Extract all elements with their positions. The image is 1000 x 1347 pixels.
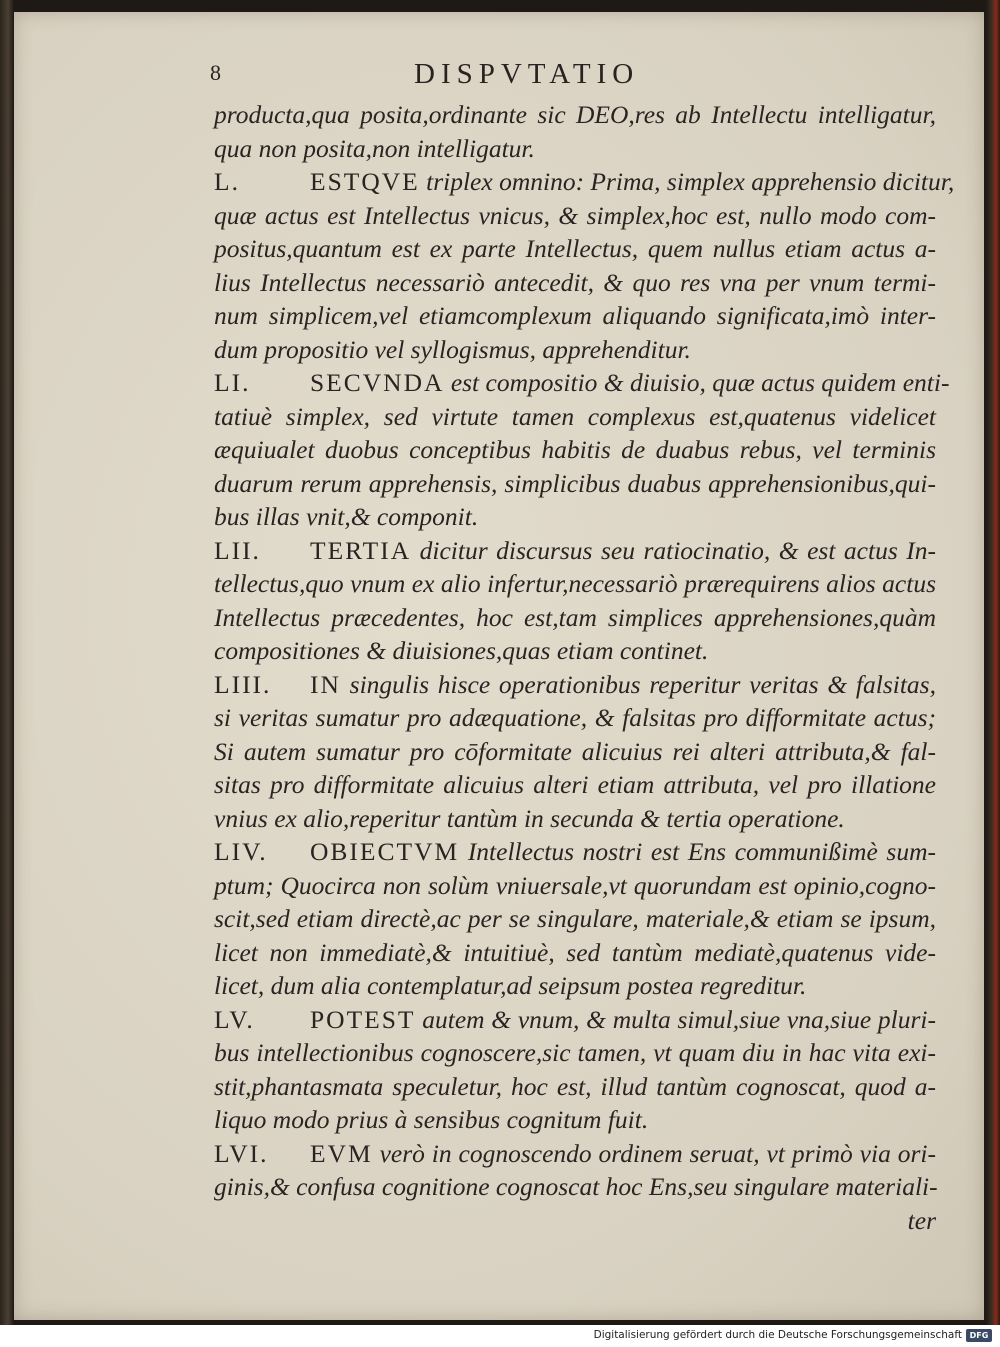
- line-text: stit,phantasmata speculetur, hoc est, illud tantùm cognoscat, quod a-: [214, 1071, 936, 1101]
- line-text: est compositio & diuisio, quæ actus quidem enti-: [444, 368, 950, 397]
- text-line: [214, 266, 936, 300]
- line-text: dicitur discursus seu ratiocinatio, & est actus In-: [411, 535, 936, 565]
- section-first-line: [214, 835, 936, 869]
- line-text: producta,qua posita,ordinante sic DEO,res ab Intellectu intelligatur,: [214, 100, 936, 129]
- line-text: lius Intellectus necessariò antecedit, & quo res vna per vnum termi-: [214, 267, 936, 297]
- line-text: singulis hisce operationibus reperitur veritas & falsitas,: [340, 669, 936, 699]
- section-first-line: [214, 165, 955, 199]
- text-line: [214, 936, 936, 970]
- text-line: [214, 132, 936, 166]
- line-text: Si autem sumatur pro cōformitate alicuius rei alteri attributa,& fal-: [214, 736, 936, 766]
- section-numeral: LI.: [214, 368, 251, 397]
- section-lead-word: TERTIA: [310, 535, 412, 565]
- line-text: duarum rerum apprehensis, simplicibus duabus apprehensionibus,qui-: [214, 468, 936, 498]
- text-line: [214, 701, 936, 735]
- line-text: dum propositio vel syllogismus, apprehenditur.: [214, 334, 691, 364]
- section-first-line: [214, 668, 936, 702]
- text-line: [214, 333, 936, 367]
- footer-bar: [0, 1325, 1000, 1347]
- line-text: positus,quantum est ex parte Intellectus, quem nullus etiam actus a-: [214, 234, 936, 263]
- line-text: verò in cognoscendo ordinem seruat, vt primò via ori-: [372, 1138, 936, 1168]
- section-numeral: LIV.: [214, 837, 268, 866]
- line-text: licet non immediatè,& intuitiuè, sed tantùm mediatè,quatenus vide-: [214, 937, 936, 967]
- text-line: [214, 1103, 936, 1137]
- text-line: [214, 634, 936, 668]
- text-line: [214, 400, 936, 434]
- text-line: [214, 299, 936, 333]
- text-line: [214, 500, 936, 534]
- line-text: ginis,& confusa cognitione cognoscat hoc Ens,seu singulare materiali-: [214, 1172, 938, 1201]
- text-line: [214, 567, 936, 601]
- running-title: DISPVTATIO: [414, 58, 640, 90]
- text-line: [214, 467, 936, 501]
- text-line: [214, 98, 936, 132]
- line-text: num simplicem,vel etiamcomplexum aliquando significata,imò inter-: [214, 301, 936, 330]
- line-text: compositiones & diuisiones,quas etiam continet.: [214, 636, 709, 665]
- section-first-line: [214, 366, 950, 400]
- line-text: Intellectus nostri est Ens communißimè sum-: [459, 837, 936, 866]
- catchword: [214, 1204, 936, 1238]
- line-text: sitas pro difformitate alicuius alteri etiam attributa, vel pro illatione: [214, 770, 936, 799]
- line-text: ter: [907, 1205, 936, 1235]
- page-number: 8: [210, 60, 221, 85]
- line-text: ptum; Quocirca non solùm vniuersale,vt quorundam est opinio,cogno-: [214, 870, 936, 900]
- line-text: autem & vnum, & multa simul,siue vna,siue pluri-: [415, 1004, 936, 1034]
- line-text: qua non posita,non intelligatur.: [214, 133, 535, 163]
- section-lead-word: IN: [310, 669, 341, 699]
- section-first-line: [214, 1003, 936, 1037]
- section-numeral: LV.: [214, 1004, 255, 1034]
- line-text: vnius ex alio,reperitur tantùm in secunda & tertia operatione.: [214, 803, 845, 833]
- text-line: [214, 969, 936, 1003]
- section-lead-word: OBIECTVM: [310, 837, 460, 866]
- line-text: quæ actus est Intellectus vnicus, & simplex,hoc est, nullo modo com-: [214, 200, 936, 230]
- book-page: [14, 12, 984, 1320]
- section-first-line: [214, 1137, 936, 1171]
- body-text: [214, 98, 955, 1237]
- section-numeral: LIII.: [214, 669, 272, 699]
- line-text: tatiuè simplex, sed virtute tamen complexus est,quatenus videlicet: [214, 401, 936, 431]
- section-numeral: LII.: [214, 535, 261, 565]
- line-text: æquiualet duobus conceptibus habitis de duabus rebus, vel terminis: [214, 435, 936, 464]
- text-line: [214, 601, 936, 635]
- text-line: [214, 869, 936, 903]
- text-line: [214, 1036, 936, 1070]
- section-lead-word: POTEST: [310, 1004, 416, 1034]
- running-head: [14, 12, 984, 90]
- line-text: licet, dum alia contemplatur,ad seipsum postea regreditur.: [214, 971, 807, 1000]
- text-line: [214, 1170, 936, 1204]
- line-text: bus intellectionibus cognoscere,sic tamen, vt quam diu in hac vita exi-: [214, 1038, 936, 1067]
- line-text: Intellectus præcedentes, hoc est,tam simplices apprehensiones,quàm: [214, 602, 936, 632]
- section-numeral: LVI.: [214, 1138, 269, 1168]
- text-line: [214, 902, 936, 936]
- dfg-logo-icon: DFG: [966, 1329, 992, 1342]
- line-text: triplex omnino: Prima, simplex apprehensio dicitur,: [419, 167, 955, 196]
- text-line: [214, 433, 936, 467]
- text-line: [214, 768, 936, 802]
- section-first-line: [214, 534, 936, 568]
- section-lead-word: EVM: [310, 1138, 373, 1168]
- text-line: [214, 1070, 936, 1104]
- section-lead-word: ESTQVE: [310, 167, 420, 196]
- line-text: si veritas sumatur pro adæquatione, & falsitas pro difformitate actus;: [214, 703, 936, 732]
- text-line: [214, 735, 936, 769]
- section-lead-word: SECVNDA: [310, 368, 445, 397]
- section-numeral: L.: [214, 167, 240, 196]
- line-text: bus illas vnit,& componit.: [214, 502, 479, 531]
- footer-credit: Digitalisierung gefördert durch die Deutsche Forschungsgemeinschaft: [593, 1329, 962, 1341]
- line-text: liquo modo prius à sensibus cognitum fuit.: [214, 1105, 649, 1134]
- text-line: [214, 802, 936, 836]
- text-line: [214, 232, 936, 266]
- text-line: [214, 199, 936, 233]
- line-text: tellectus,quo vnum ex alio infertur,necessariò prærequirens alios actus: [214, 569, 936, 598]
- line-text: scit,sed etiam directè,ac per se singulare, materiale,& etiam se ipsum,: [214, 904, 936, 933]
